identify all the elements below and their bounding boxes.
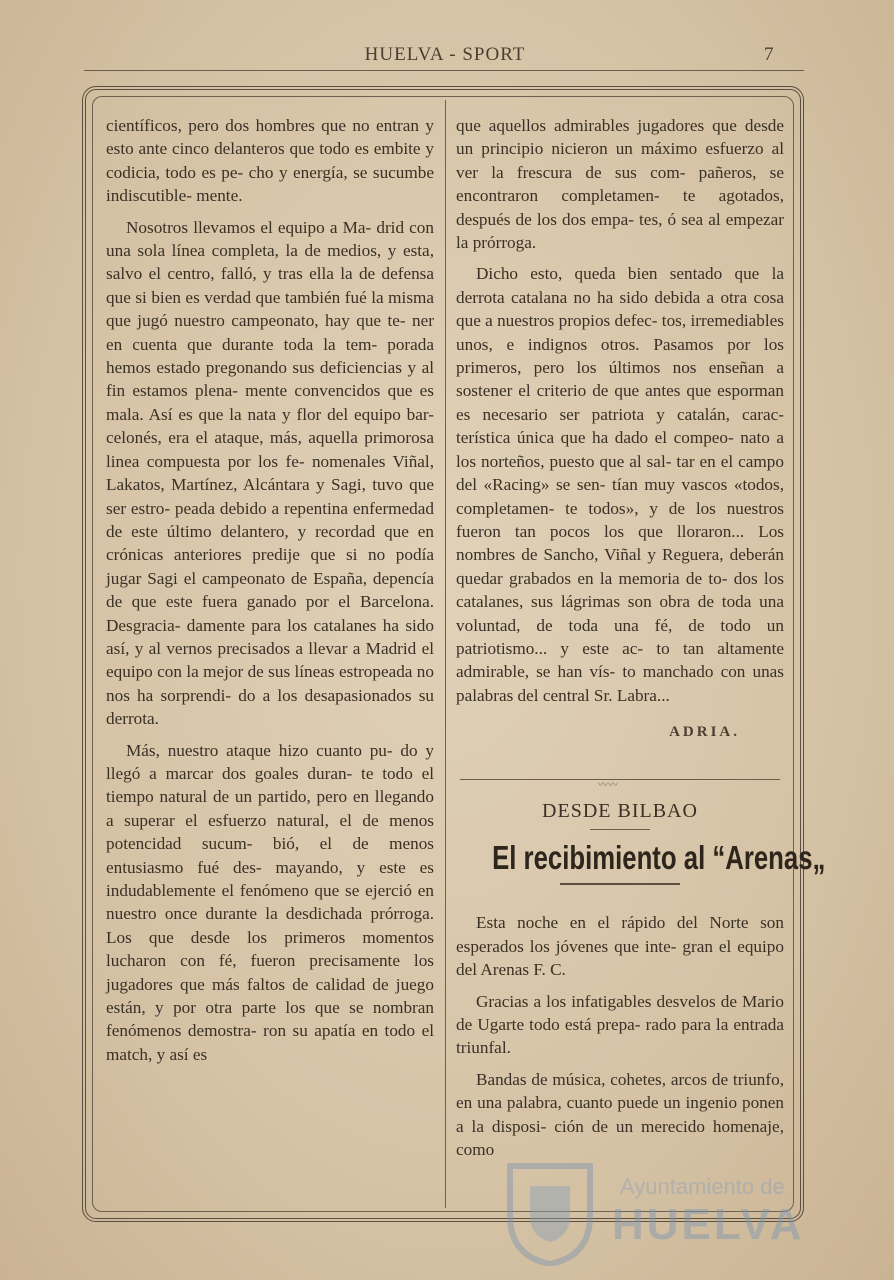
article-headline: El recibimiento al “Arenas„ — [492, 838, 826, 876]
right-column — [456, 114, 826, 1169]
watermark-line1: Ayuntamiento de — [620, 1174, 785, 1199]
left-paragraph: Nosotros llevamos el equipo a Ma- drid con una sola línea completa, la de medios, y esta, salvo el centro, falló, y tras ella la de defensa que si bien es verdad que también fué la misma que jugó nuestro campeonato, hay que te- ner en cuenta que durante toda la tem- porada hemos estado pregonando sus deficiencias y al fin estamos plena- mente convencidos que es mala. Así es que la nata y flor del equipo bar- celonés, era el ataque, más, aquella primorosa linea compuesta por los fe- nomenales Viñal, Lakatos, Martínez, Alcántara y Sagi, tuvo que ser estro- peada debido a repentina enfermedad de este último delantero, y recordad que en crónicas anteriores predije que si no podía jugar Sagi el campeonato de España, depencía de que este fuera ganado por el Barcelona. Desgracia- damente para los catalanes ha sido así, y al vernos precisados a llevar a Madrid el equipo con la mejor de sus líneas estropeada no nos ha sorprendi- do a los desapasionados su derrota. — [106, 217, 434, 729]
header-rule — [84, 70, 804, 71]
section-separator — [460, 779, 780, 791]
column-divider — [445, 100, 446, 1208]
separator-ornament-icon: 〰〰 — [598, 779, 618, 791]
article-paragraph: Esta noche en el rápido del Norte son esperados los jóvenes que inte- gran el equipo del Arenas F. C. — [456, 913, 784, 980]
running-head-title: HUELVA - SPORT — [364, 44, 526, 65]
article-paragraph: Bandas de música, cohetes, arcos de triunfo, en una palabra, cuanto puede un ingenio ponen a la disposi- ción de un merecido homenaje, como — [456, 1069, 784, 1160]
page-number: 7 — [764, 44, 774, 65]
right-paragraph: Dicho esto, queda bien sentado que la derrota catalana no ha sido debida a otra cosa que a nuestros propios defec- tos, irremediables unos, e indignos otros. Pasamos por los primeros, pero los últimos nos enseñan a sostener el criterio de que antes que esporman es necesario ser patriota y catalán, carac- terística única que ha dado el compeo- nato a los norteños, puesto que al sal- tar en el campo del «Racing» se sen- tían muy vascos «todos, completamen- te todos», y de los nuestros fueron tan pocos los que lloraron... Los nombres de Sancho, Viñal y Reguera, deberán quedar grabados en la memoria de to- dos los catalanes, sus lágrimas son obra de toda una voluntad, de toda una fé, de todo un patriotismo... y este ac- to tan altamente admirable, se han vís- to manchado con unas palabras del central Sr. Labra... — [456, 264, 784, 705]
left-column — [106, 114, 434, 1074]
headline-rule — [560, 883, 680, 885]
left-paragraph: Más, nuestro ataque hizo cuanto pu- do y llegó a marcar dos goales duran- te todo el tiempo natural de un partido, pero en llegando a superar el esfuerzo natural, el de menos potencidad sucum- bió, el de menos entusiasmo fué des- mayando, y este es indudablemente el fenómeno que se ejerció en nuestro once durante la desdichada prórroga. Los que desde los primeros momentos lucharon con fé, fueron precisamente los jugadores que más faltos de calidad de juego están, y por otra parte los que se nombran fenómenos demostra- ron su apatía en todo el match, y así es — [106, 740, 434, 1064]
right-paragraph: que aquellos admirables jugadores que desde un principio nicieron un máximo esfuerzo al ver la frescura de sus com- pañeros, se encontraron completamen- te agotados, después de los dos empa- tes, ó sea al empezar la prórroga. — [456, 116, 784, 253]
left-paragraph: científicos, pero dos hombres que no entran y esto ante cinco delanteros que todo es embite y codicia, todo es pe- cho y energía, se sucumbe indiscutible- mente. — [106, 116, 434, 206]
author-signature: ADRIA. — [669, 724, 740, 741]
running-head — [0, 44, 894, 70]
watermark-line2: HUELVA — [612, 1200, 805, 1249]
kicker-rule — [590, 829, 650, 830]
article-paragraph: Gracias a los infatigables desvelos de Mario de Ugarte todo está prepa- rado para la entrada triunfal. — [456, 991, 784, 1058]
section-kicker: DESDE BILBAO — [542, 799, 698, 822]
